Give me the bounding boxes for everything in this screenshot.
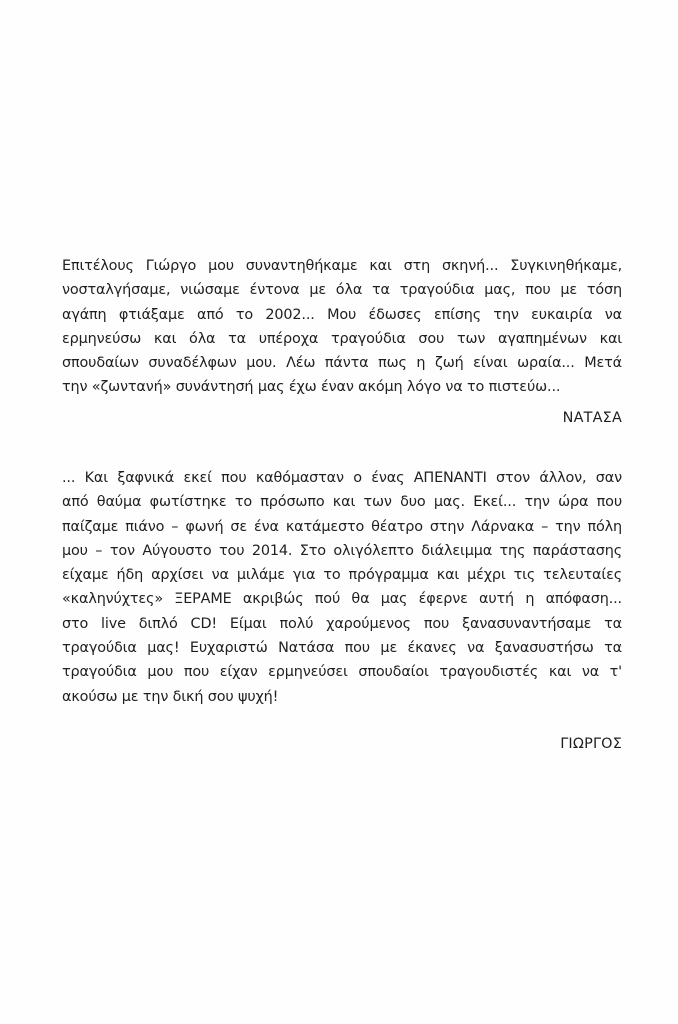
text-line: την «ζωντανή» συνάντησή μας έχω έναν ακόμη λόγο να το πιστεύω... <box>62 379 561 396</box>
text-line: ερμηνεύσω και όλα τα υπέροχα τραγούδια σου των αγαπημένων και <box>62 330 622 347</box>
text-line: ακούσω με την δική σου ψυχή! <box>62 688 279 705</box>
text-line: σπουδαίων συναδέλφων μου. Λέω πάντα πως η ζωή είναι ωραία... Μετά <box>62 355 622 372</box>
paragraph-natasa <box>62 254 622 400</box>
text-line: παίζαμε πιάνο – φωνή σε ένα κατάμεστο θέατρο στην Λάρνακα – την πόλη <box>62 518 622 535</box>
signature-natasa: ΝΑΤΑΣΑ <box>562 410 622 426</box>
text-line: είχαμε ήδη αρχίσει να μιλάμε για το πρόγραμμα και μέχρι τις τελευταίες <box>62 567 622 584</box>
text-line: ... Και ξαφνικά εκεί που καθόμασταν ο ένας ΑΠΕΝΑΝΤΙ στον άλλον, σαν <box>62 470 622 486</box>
paragraph-giorgos <box>62 466 622 709</box>
text-line: μου – τον Αύγουστο του 2014. Στο ολιγόλεπτο διάλειμμα της παράστασης <box>62 542 622 559</box>
text-line: από θαύμα φωτίστηκε το πρόσωπο και των δυο μας. Εκεί... την ώρα που <box>62 494 622 511</box>
text-line: αγάπη φτιάξαμε από το 2002... Μου έδωσες επίσης την ευκαιρία να <box>62 306 622 323</box>
text-line: «καληνύχτες» ΞΕΡΑΜΕ ακριβώς πού θα μας έφερνε αυτή η απόφαση... <box>62 591 622 608</box>
text-line: Επιτέλους Γιώργο μου συναντηθήκαμε και στη σκηνή... Συγκινηθήκαμε, <box>62 258 622 274</box>
text-line: τραγούδια μας! Ευχαριστώ Νατάσα που με έκανες να ξανασυστήσω τα <box>62 640 622 657</box>
signature-giorgos: ΓΙΩΡΓΟΣ <box>560 736 622 752</box>
text-line: νοσταλγήσαμε, νιώσαμε έντονα με όλα τα τραγούδια μας, που με τόση <box>62 282 622 299</box>
text-line: τραγούδια μου που είχαν ερμηνεύσει σπουδαίοι τραγουδιστές και να τ' <box>62 664 622 681</box>
text-line: στο live διπλό CD! Είμαι πολύ χαρούμενος που ξανασυναντήσαμε τα <box>62 615 622 632</box>
